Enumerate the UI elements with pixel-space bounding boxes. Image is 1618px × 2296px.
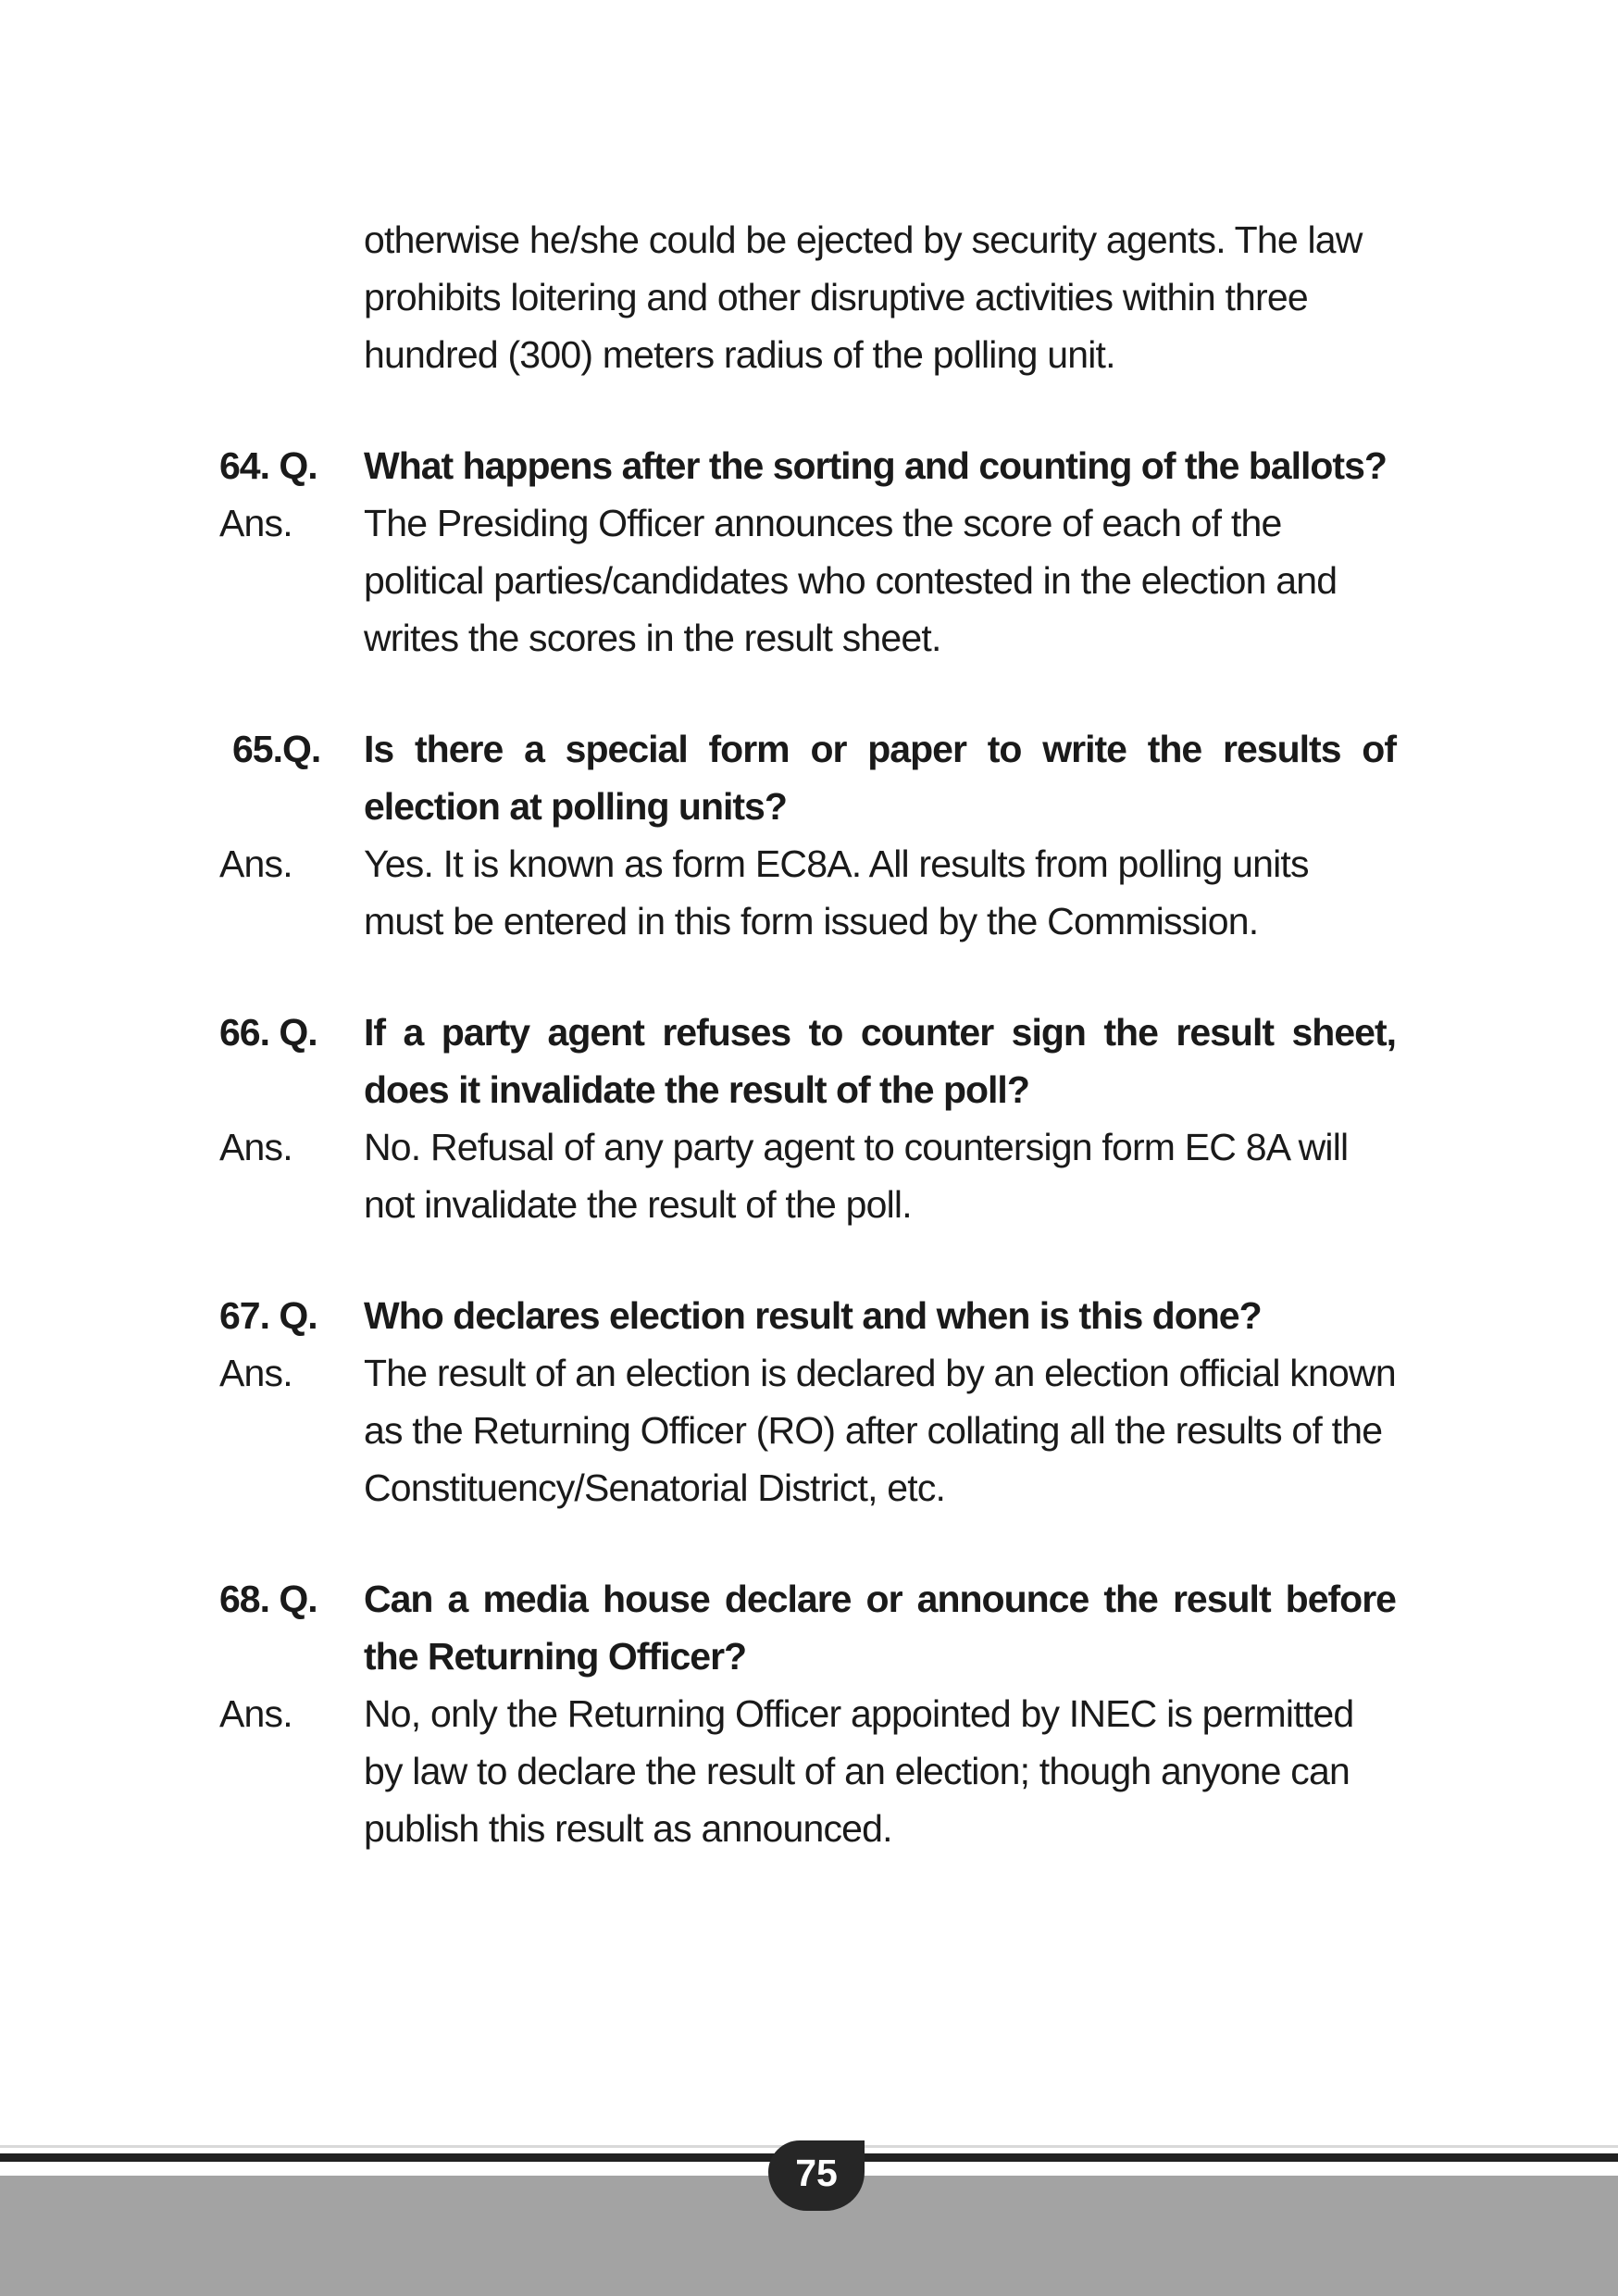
- page-number-badge: [768, 2140, 865, 2211]
- qa-item-68: [219, 1570, 1396, 1857]
- answer-row: [219, 1118, 1396, 1233]
- question-row: [219, 1004, 1396, 1118]
- question-row: [219, 1287, 1396, 1344]
- answer-label: Ans.: [219, 842, 292, 885]
- answer-text: No. Refusal of any party agent to countersign form EC 8A will not invalidate the result of the poll.: [364, 1126, 1349, 1226]
- page-content: [219, 211, 1396, 1857]
- question-row: [219, 437, 1396, 494]
- question-row: [219, 720, 1396, 835]
- answer-label: Ans.: [219, 1352, 292, 1394]
- qa-item-65: [219, 720, 1396, 950]
- qa-item-67: [219, 1287, 1396, 1516]
- question-number-label: 66. Q.: [219, 1011, 317, 1054]
- answer-row: [219, 1344, 1396, 1516]
- qa-item-64: [219, 437, 1396, 667]
- question-number-label: 65.Q.: [232, 728, 321, 770]
- question-text: Can a media house declare or announce the result before the Returning Officer?: [364, 1578, 1396, 1678]
- paragraph-continuation: otherwise he/she could be ejected by security agents. The law prohibits loitering and other disruptive activities within three hundred (300) meters radius of the polling unit.: [364, 218, 1363, 376]
- question-text: If a party agent refuses to counter sign the result sheet, does it invalidate the result of the poll?: [364, 1011, 1396, 1111]
- answer-text: No, only the Returning Officer appointed by INEC is permitted by law to declare the result of an election; though anyone can publish this result as announced.: [364, 1692, 1354, 1850]
- answer-text: The result of an election is declared by an election official known as the Returning Officer (RO) after collating all the results of the Constituency/Senatorial District, etc.: [364, 1352, 1396, 1509]
- page-number: 75: [795, 2151, 838, 2194]
- question-row: [219, 1570, 1396, 1685]
- question-text: Who declares election result and when is this done?: [364, 1294, 1262, 1337]
- answer-label: Ans.: [219, 1126, 292, 1168]
- answer-text: Yes. It is known as form EC8A. All results from polling units must be entered in this form issued by the Commission.: [364, 842, 1309, 942]
- answer-row: [219, 835, 1396, 950]
- qa-item-66: [219, 1004, 1396, 1233]
- question-text: What happens after the sorting and counting of the ballots?: [364, 444, 1387, 487]
- answer-row: [219, 1685, 1396, 1857]
- answer-text: The Presiding Officer announces the score of each of the political parties/candidates who contested in the election and writes the scores in the result sheet.: [364, 502, 1338, 659]
- question-number-label: 64. Q.: [219, 444, 317, 487]
- answer-row: [219, 494, 1396, 667]
- question-number-label: 68. Q.: [219, 1578, 317, 1620]
- answer-label: Ans.: [219, 502, 292, 544]
- answer-label: Ans.: [219, 1692, 292, 1735]
- question-number-label: 67. Q.: [219, 1294, 317, 1337]
- question-text: Is there a special form or paper to write the results of election at polling units?: [364, 728, 1396, 828]
